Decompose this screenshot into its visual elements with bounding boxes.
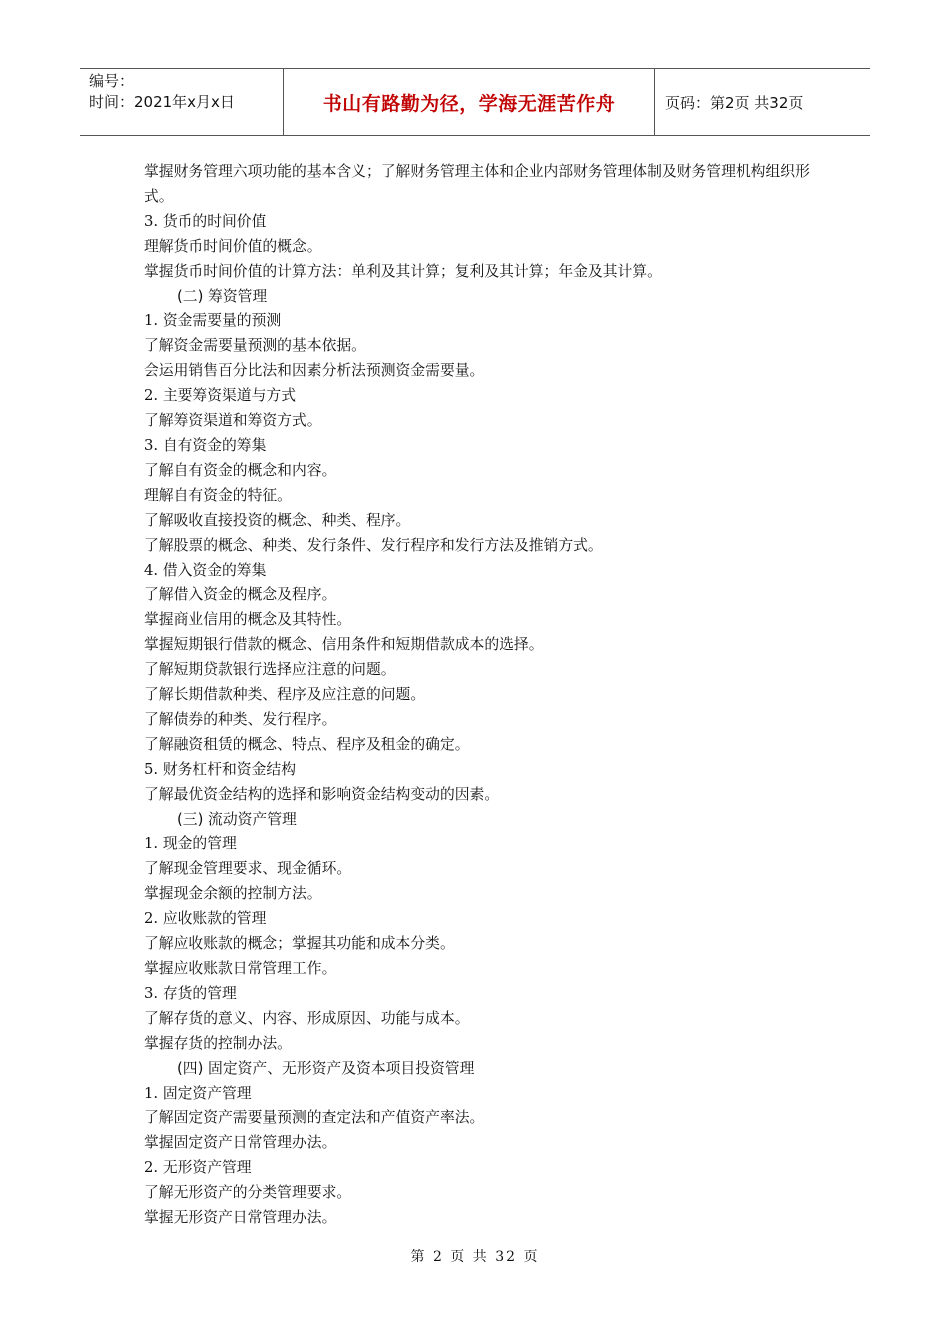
body-line: 了解融资租赁的概念、特点、程序及租金的确定。: [144, 735, 470, 753]
body-line: 理解自有资金的特征。: [144, 486, 292, 504]
page-header: [80, 68, 870, 136]
body-line: 了解借入资金的概念及程序。: [144, 586, 337, 604]
document-body: [144, 160, 824, 1231]
body-line: 了解自有资金的概念和内容。: [144, 461, 337, 479]
header-meta: [80, 69, 283, 135]
body-line: 了解现金管理要求、现金循环。: [144, 860, 352, 878]
body-line: 掌握应收账款日常管理工作。: [144, 960, 337, 977]
body-line: 1. 现金的管理: [144, 835, 237, 853]
body-line: 了解筹资渠道和筹资方式。: [144, 412, 322, 430]
body-line: 掌握短期银行借款的概念、信用条件和短期借款成本的选择。: [144, 636, 544, 654]
serial-label: 编号：: [89, 72, 135, 90]
section-heading: (三) 流动资产管理: [177, 810, 297, 828]
body-line: 4. 借入资金的筹集: [144, 561, 267, 579]
body-line: 1. 资金需要量的预测: [144, 312, 282, 330]
body-line: 掌握财务管理六项功能的基本含义；了解财务管理主体和企业内部财务管理体制及财务管理机构组织形式。: [144, 163, 810, 205]
time-label: 时间：2021年x月x日: [89, 93, 235, 111]
body-line: 掌握现金余额的控制方法。: [144, 885, 322, 903]
body-line: 掌握固定资产日常管理办法。: [144, 1134, 337, 1152]
header-motto: 书山有路勤为径，学海无涯苦作舟: [283, 69, 655, 135]
body-line: 了解存货的意义、内容、形成原因、功能与成本。: [144, 1009, 470, 1027]
body-line: 掌握货币时间价值的计算方法：单利及其计算；复利及其计算；年金及其计算。: [144, 262, 662, 280]
header-page-info: 页码：第2页 共32页: [665, 93, 804, 112]
body-line: 了解资金需要量预测的基本依据。: [144, 337, 366, 355]
body-line: 了解无形资产的分类管理要求。: [144, 1184, 352, 1202]
body-line: 掌握无形资产日常管理办法。: [144, 1209, 337, 1227]
body-line: 了解应收账款的概念；掌握其功能和成本分类。: [144, 935, 455, 953]
body-line: 了解短期贷款银行选择应注意的问题。: [144, 661, 396, 679]
body-line: 3. 货币的时间价值: [144, 212, 267, 230]
body-line: 2. 主要筹资渠道与方式: [144, 387, 296, 405]
body-line: 了解股票的概念、种类、发行条件、发行程序和发行方法及推销方式。: [144, 536, 603, 554]
body-line: 2. 应收账款的管理: [144, 910, 267, 928]
body-line: 了解吸收直接投资的概念、种类、程序。: [144, 511, 411, 529]
body-line: 了解固定资产需要量预测的查定法和产值资产率法。: [144, 1109, 485, 1127]
body-line: 了解债券的种类、发行程序。: [144, 710, 337, 728]
body-line: 2. 无形资产管理: [144, 1159, 252, 1177]
body-line: 5. 财务杠杆和资金结构: [144, 760, 296, 778]
body-line: 了解最优资金结构的选择和影响资金结构变动的因素。: [144, 785, 500, 803]
body-line: 1. 固定资产管理: [144, 1084, 252, 1102]
body-line: 掌握存货的控制办法。: [144, 1034, 292, 1052]
body-line: 了解长期借款种类、程序及应注意的问题。: [144, 686, 426, 704]
body-line: 掌握商业信用的概念及其特性。: [144, 611, 352, 629]
body-line: 3. 存货的管理: [144, 984, 237, 1002]
section-heading: (二) 筹资管理: [177, 287, 268, 305]
body-line: 3. 自有资金的筹集: [144, 436, 267, 454]
page-footer: 第 2 页 共 32 页: [410, 1249, 540, 1265]
body-line: 理解货币时间价值的概念。: [144, 237, 322, 255]
body-line: 会运用销售百分比法和因素分析法预测资金需要量。: [144, 362, 485, 380]
section-heading: (四) 固定资产、无形资产及资本项目投资管理: [177, 1059, 475, 1077]
